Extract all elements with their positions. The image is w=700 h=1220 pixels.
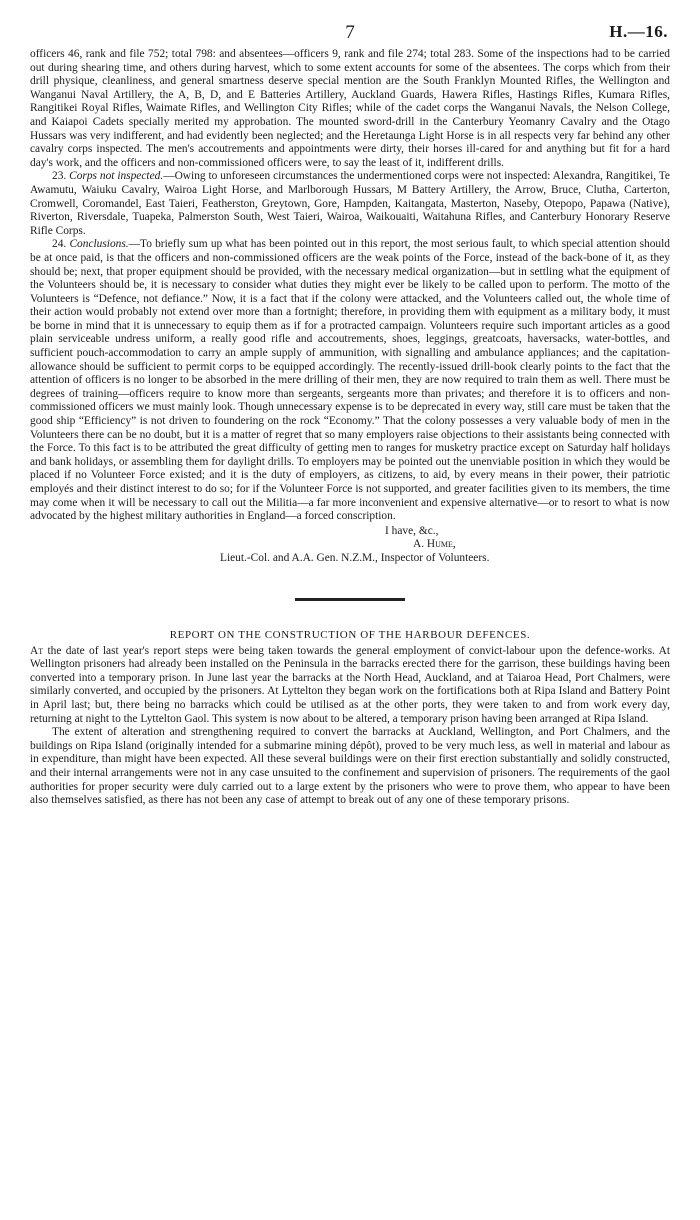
harbour-paragraph-2: The extent of alteration and strengthening required to convert the barracks at Auckland, Wellington, and Port Chalmers, and the buildings on Ripa Island (originally intended for a submarine mining dépôt), proved to be very much less, as well in material and labour as in expenditure, than might have been expected. All these several buildings were on their first erection substantially and solidly constructed, and their internal arrangements were not in any case unsuited to the confinement and supervision of prisoners. The requirements of the gaol authorities for proper security were duly carried out to a large extent by the prisoners who were to prove them, who appear to have been also themselves satisfied, as there has not been any case of attempt to break out of any one of these temporary prisons. [30,726,670,807]
harbour-paragraph-1-text: the date of last year's report steps were being taken towards the general employment of convict-labour upon the defence-works. At Wellington prisoners had already been installed on the Peninsula in the barracks erected there for the garrison, these buildings having been converted into a temporary prison. In June last year the barracks at the North Head, Auckland, and at Taiaroa Head, Port Chalmers, were similarly converted, and occupied by the prisoners. At Lyttelton they began work on the fortifications both at Ripa Island and Battery Point in April last; but, there being no barracks which could be utilised as at the other ports, they were taken to and from work every day, returning at night to the Lyttelton Gaol. This system is now about to be altered, a temporary prison having been arranged at Ripa Island. [30,644,670,725]
harbour-paragraph-1-lead: At [30,644,44,657]
page-header [30,22,670,48]
paragraph-continuation: officers 46, rank and file 752; total 798: and absentees—officers 9, rank and file 274; total 283. Some of the inspections had to be carried out during shearing time, and others during harvest, which to some extent accounts for some of the absentees. The corps which from their drill physique, cleanliness, and general smartness deserve special mention are the South Franklyn Mounted Rifles, the Wellington and Wanganui Naval Artillery, the A, B, D, and E Batteries Artillery, Auckland Guards, Hawera Rifles, Hastings Rifles, Kumara Rifles, Rangitikei Royal Rifles, Waimate Rifles, and Wellington City Rifles; while of the cadet corps the Wanganui Navals, the Nelson College, and Kaiapoi Cadets specially merited my approbation. The mounted sword-drill in the Canterbury Yeomanry Cavalry and the Otago Hussars was very indifferent, and had evidently been neglected; and the Heretaunga Light Horse is in all respects very far behind any other cavalry corps inspected. The men's accoutrements and appointments were dirty, their horses ill-cared for and anything but fit for a hard day's work, and the officers and non-commissioned officers were, to say the least of it, indifferent drills. [30,48,670,169]
signature-block [30,525,670,566]
report-body [30,48,670,524]
paragraph-24-title: Conclusions. [69,238,129,251]
paragraph-24-text: —To briefly sum up what has been pointed out in this report, the most serious fault, to which special attention should be at once paid, is that the officers and non-commissioned officers are the weak points of the Force, instead of the back-bone of it, as they should be; next, that proper equipment should be provided, with the necessary medical organization—but in settling what the equipment of the Volunteers should be, it is necessary to consider what duties they might ever be likely to be called upon to perform. The motto of the Volunteers is “Defence, not defiance.” Now, it is a fact that if the colony were attacked, and the Volunteers called out, the whole time of their action would probably not extend over more than a fortnight; therefore, in providing them with equipment as a military body, it must be borne in mind that it is unnecessary to equip them as if for a protracted campaign. Volunteers require such important articles as a good plain serviceable undress uniform, a really good rifle and accoutrements, shoes, leggings, greatcoats, haversacks, water-bottles, and sufficient pouch-accommodation to carry an ample supply of ammunition, with signalling and ambulance appliances; and the capitation-allowance should be sufficient to permit corps to be equipped accordingly. The recently-issued drill-book clearly points to the fact that the attention of officers is no longer to be absorbed in the mere drilling of their men, they are now required to train them as well. There must be degrees of training—officers require to know more than sergeants, sergeants more than privates; and therefore it is to officers and non-commissioned officers we must mainly look. Though unnecessary expense is to be deprecated in every way, still care must be taken that the good ship “Efficiency” is not driven to foundering on the rock “Economy.” That the colony possesses a very valuable body of men in the Volunteers there can be no doubt, but it is a matter of regret that so many employers raise objections to their assistants being connected with the Force. To this fact is to be attributed the great difficulty of getting men to ranges for musketry practice except on Saturday half holidays and bank holidays, or assembling them for daylight drills. To employers may be pointed out the unenviable position in which they would be placed if no Volunteer Force existed; and it is the duty of employers, as citizens, to aid, by every means in their power, their patriotic employés and their distinct interest to do so; for if the Volunteer Force is not supported, and greater facilities given to its members, the time may come when it will be necessary to call out the Militia—a far more inconvenient and expensive alternative—or to resort to what is now advocated by the highest military authorities in England—a forced conscription. [30,238,670,523]
signature-title: Lieut.-Col. and A.A. Gen. N.Z.M., Inspector of Volunteers. [220,551,490,564]
harbour-paragraph-1 [30,645,670,727]
document-page [30,22,670,808]
paragraph-23-title: Corps not inspected. [69,170,164,183]
section-divider [295,598,405,601]
paragraph-24 [30,238,670,523]
closing-line: I have, &c., [385,524,439,537]
section-title: REPORT ON THE CONSTRUCTION OF THE HARBOUR DEFENCES. [169,628,531,641]
document-code: H.—16. [609,22,668,41]
paragraph-23 [30,170,670,238]
paragraph-23-number: 23. [52,170,67,183]
paragraph-23-text: —Owing to unforeseen circumstances the undermentioned corps were not inspected: Alexandra, Rangitikei, Te Awamutu, Waiuku Cavalry, Wairoa Light Horse, and Marlborough Hussars, M Battery Artillery, the Arrow, Bruce, Clutha, Carterton, Cromwell, Coromandel, East Taieri, Featherston, Greytown, Gore, Hampden, Kaitangata, Masterton, Naseby, Otepopo, Papawa (Native), Riverton, Riversdale, Tuapeka, Palmerston South, West Taieri, Wairoa, Waikouaiti, Waitahuna Rifles, and Canterbury Honorary Reserve Rifle Corps. [30,170,670,237]
paragraph-24-number: 24. [52,238,67,251]
page-number: 7 [345,22,355,43]
harbour-body [30,645,670,808]
signature-name: A. Hume, [413,538,456,551]
